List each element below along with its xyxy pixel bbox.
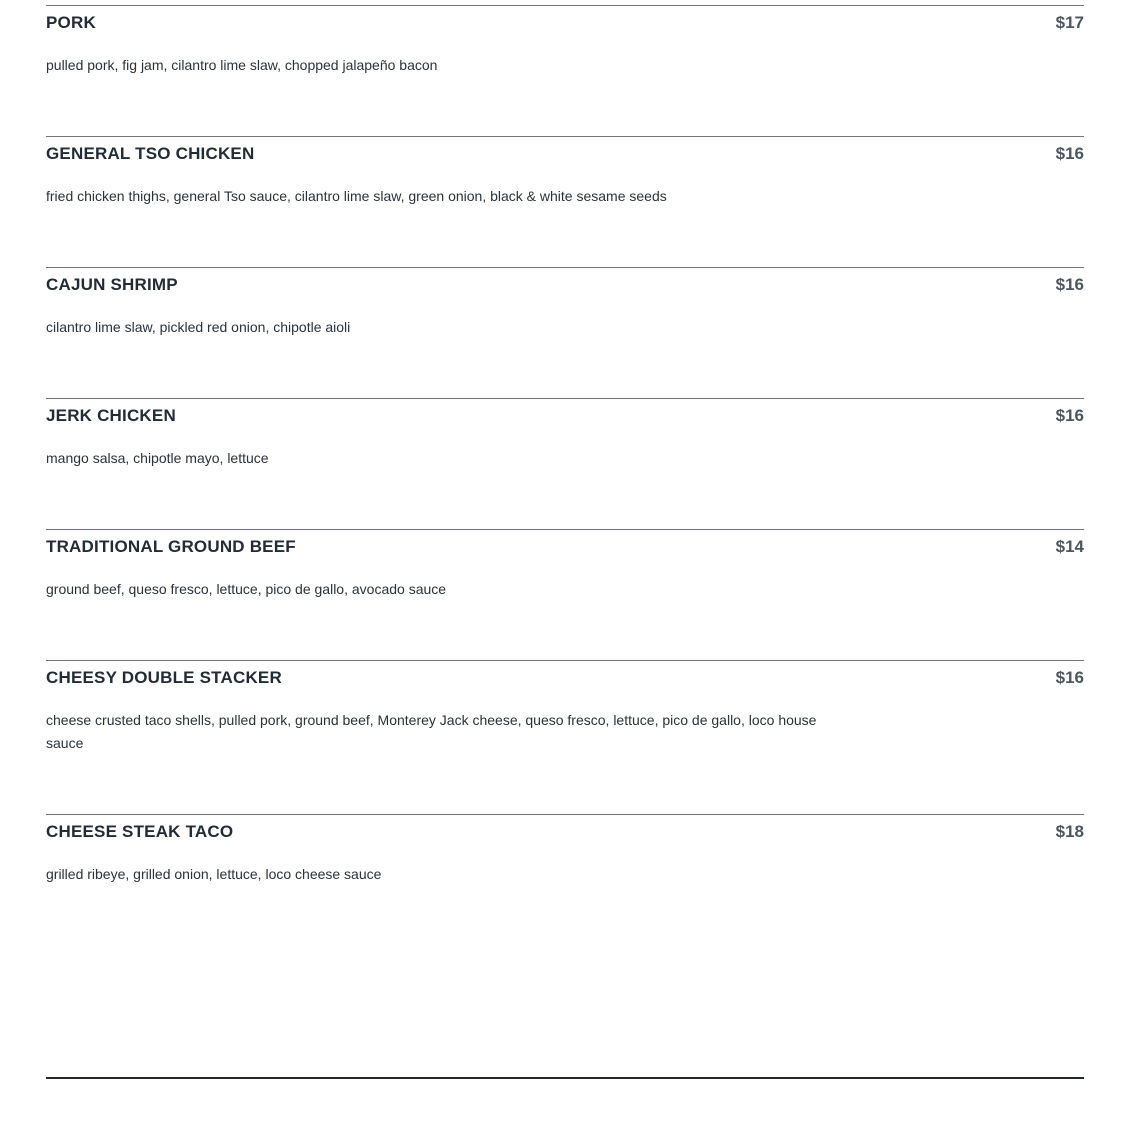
item-name: CHEESY DOUBLE STACKER: [46, 668, 282, 687]
bottom-divider: [46, 1077, 1084, 1079]
item-price: $14: [1055, 537, 1084, 556]
menu-item: [46, 268, 1084, 399]
menu-item: [46, 815, 1084, 935]
item-price: $16: [1055, 406, 1084, 425]
menu-item: [46, 399, 1084, 530]
item-price: $16: [1055, 668, 1084, 687]
item-price: $18: [1055, 822, 1084, 841]
menu-item: [46, 6, 1084, 137]
item-price: $16: [1055, 144, 1084, 163]
item-description: ground beef, queso fresco, lettuce, pico de gallo, avocado sauce: [46, 581, 447, 597]
menu-item: [46, 137, 1084, 268]
item-description: cheese crusted taco shells, pulled pork, ground beef, Monterey Jack cheese, queso fresco, lettuce, pico de gallo, loco house sauce: [46, 712, 817, 751]
menu-list: [46, 0, 1084, 935]
item-name: PORK: [46, 13, 96, 32]
menu-item: [46, 661, 1084, 815]
item-description: fried chicken thighs, general Tso sauce, cilantro lime slaw, green onion, black & white sesame seeds: [46, 188, 667, 204]
item-description: pulled pork, fig jam, cilantro lime slaw, chopped jalapeño bacon: [46, 57, 438, 73]
item-name: TRADITIONAL GROUND BEEF: [46, 537, 296, 556]
item-name: CAJUN SHRIMP: [46, 275, 178, 294]
item-description: cilantro lime slaw, pickled red onion, chipotle aioli: [46, 319, 351, 335]
item-name: GENERAL TSO CHICKEN: [46, 144, 255, 163]
item-name: JERK CHICKEN: [46, 406, 176, 425]
item-price: $16: [1055, 275, 1084, 294]
item-price: $17: [1055, 13, 1084, 32]
item-description: mango salsa, chipotle mayo, lettuce: [46, 450, 269, 466]
item-name: CHEESE STEAK TACO: [46, 822, 234, 841]
menu-item: [46, 530, 1084, 661]
item-description: grilled ribeye, grilled onion, lettuce, loco cheese sauce: [46, 866, 382, 882]
